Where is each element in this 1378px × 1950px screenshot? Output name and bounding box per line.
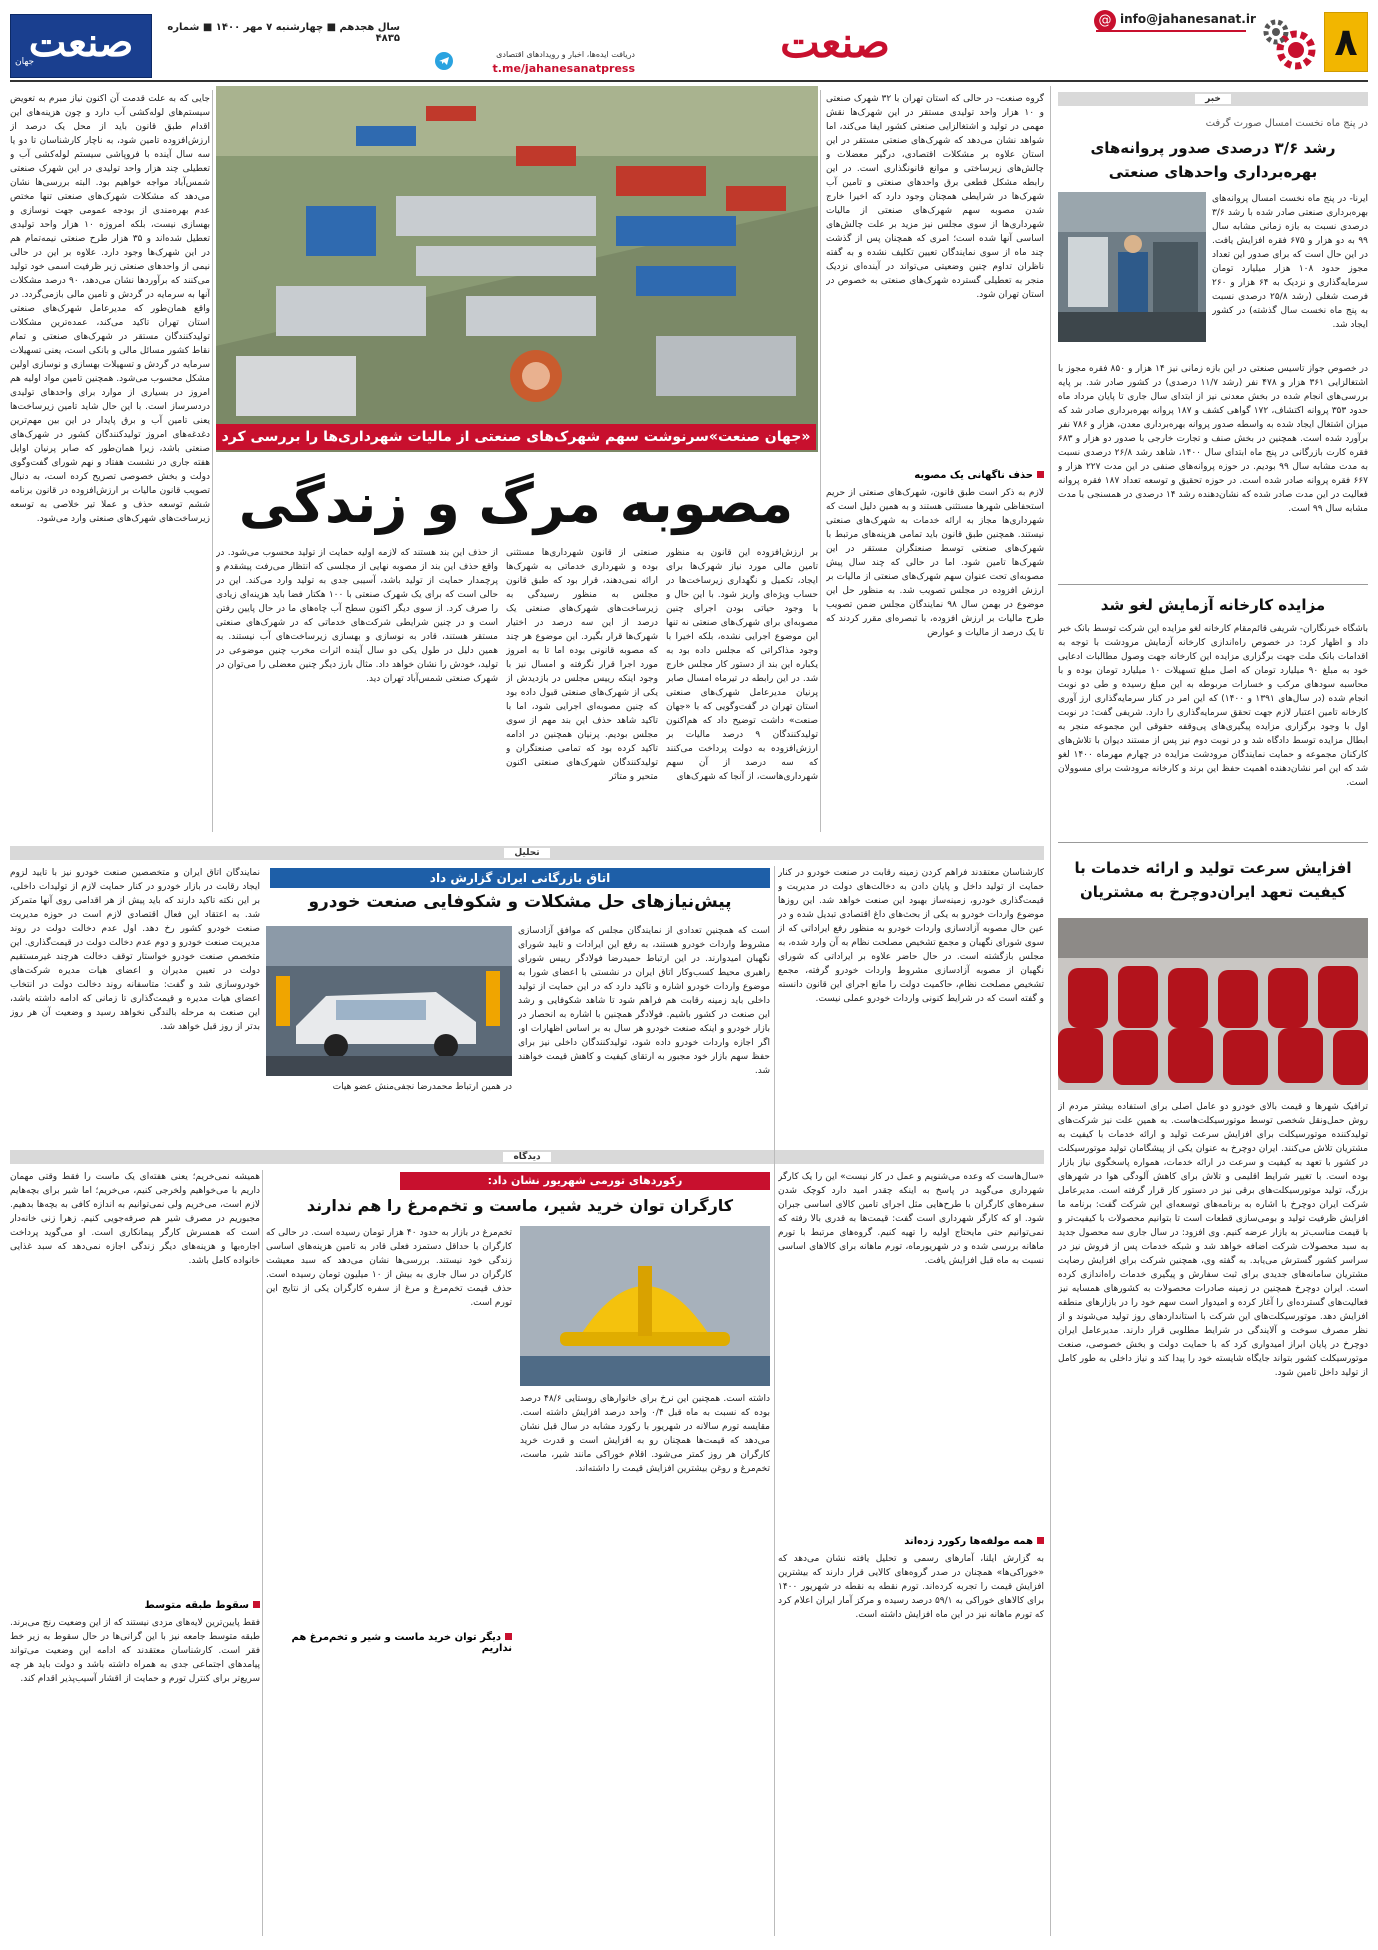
worker-helmet-photo	[520, 1226, 770, 1386]
viewpoint-banner: رکوردهای تورمی شهریور نشان داد:	[400, 1172, 770, 1190]
sidebar-story1-headline: رشد ۳/۶ درصدی صدور پروانه‌های بهره‌برداری واحدهای صنعتی	[1090, 139, 1336, 181]
main-col1: گروه صنعت- در حالی که استان تهران با ۳۲ شهرک صنعتی و ۱۰ هزار واحد تولیدی مستقر در این شهرک‌ها نقش مهمی در تولید و اشتغالزایی صنعتی کشور ایفا می‌کند، اما شواهد نشان می‌دهد که شهرک‌های صنعتی مستقر در این استان علاوه بر مشکلات اقتصادی، درگیر معضلات و چالش‌های زیرساختی و موانع قانونگذاری است. در این رابطه مشکل قطعی برق واحدهای صنعتی و تامین آب شهرک‌ها در شرایطی همچنان وجود دارد که اخیرا خارج شدن مصوبه سهم شهرک‌های صنعتی از مالیات شهرداری‌ها از سوی مجلس نیز مزید بر علت چالش‌های اساسی آنها شده است؛ امری که همچنان پس از گذشت چند ماه از سوی نمایندگان تعیین تکلیف نشده و به گفته ناظران تداوم چنین وضعیتی می‌تواند در آینده‌ای نزدیک منجر به تعطیلی گسترده شهرک‌های صنعتی به خصوص در استان تهران شود.	[826, 94, 1044, 300]
main-headline: مصوبه مرگ و زندگی	[238, 472, 794, 535]
main-col5: جایی که به علت قدمت آن اکنون نیاز مبرم به تعویض سیستم‌های لوله‌کشی آب دارد و چون هزینه‌های این اقدام طبق قانون باید از محل یک درصد از ارزش‌افزوده تامین شود، به ناچار کارشناسان تا دو یا سه سال آینده با فروپاشی سیستم لوله‌کشی آب و تعطیلی چند هزار واحد تولیدی در این شهرک صنعتی شمس‌آباد مواجه خواهیم بود. البته بررسی‌ها نشان می‌دهد که مشکلات شهرک‌های صنعتی تنها مختص عدم بهره‌مندی از بودجه عمومی جهت نوسازی و بهسازی نیست، بلکه امروزه ۱۰ هزار واحد تولیدی تعطیل شده‌اند و ۳۵ هزار طرح صنعتی نیمه‌تمام هم در این شهرک‌ها وجود دارد. علاوه بر این در حالی نیمی از واحدهای صنعتی زیر ظرفیت اسمی خود تولید می‌کنند که برآوردها نشان می‌دهد، ۹۰ درصد مشکلات آنها به سرمایه در گردش و تامین مالی بازمی‌گردد. در واقع همان‌طور که مدیرعامل شهرک‌های صنعتی استان تهران تاکید می‌کند، عمده‌ترین مشکلات تولیدکنندگان مستقر در شهرک‌های صنعتی و تمام نقاط کشور مسائل مالی و بانکی است، یعنی تسهیلات سرمایه در گردش و تسهیلات بهسازی و نوسازی اولین مشکل محسوب می‌شود. همچنین تامین مواد اولیه هم امروز در بسیاری از موارد برای واحدهای تولیدی دردسرساز است. با این حال شاید تامین زیرساخت‌ها یعنی تامین آب و برق پایدار در این بین مهم‌ترین دغدغه‌های امروز تولیدکنندگان کشور در شهرک‌های صنعتی باشد، زیرا همان‌طور که صابر پرنیان اوایل هفته جاری در نشست هفتاد و نهم شورای گفت‌وگوی دولت و بخش خصوصی تصریح کرده است، به دنبال تصویب قانون مالیات بر ارزش‌افزوده در قانون برنامه ششم توسعه حذف و عملا تیر خلاصی به توسعه زیرساخت‌های شهرک‌های صنعتی وارد می‌شود.	[10, 94, 210, 524]
sidebar-story2-body: باشگاه خبرنگاران- شریفی قائم‌مقام کارخانه لغو مزایده این شرکت توسط بانک خبر داد و اظهار کرد: در خصوص راه‌اندازی کارخانه آزمایش مرودشت با توجه به اقدامات بانک ملت جهت برگزاری مزایده این کارخانه جهت وصول مطالبات ادعایی خود به مبلغ ۹۰ میلیارد تومان که اصل مبلغ تسهیلات ۱۰ میلیارد تومان بوده و با محاسبه سودهای مرکب و خسارات مربوطه به این مبلغ رسیده و طی دو نوبت انجام شده (در سال‌های ۱۳۹۱ و ۱۴۰۰) که این امر در کنار سرمایه‌گذاری ارز آوری کارخانه تامین اعتبار لازم جهت تحقق سرمایه‌گذاری را دارد. شریفی گفت: در نوبت اول با وجود برگزاری مزایده پیگیری‌های پی‌وقفه حقوقی این مجموعه منجر به ابطال مزایده توسط دادگاه شد و در نوبت دوم نیز پس از مستند دیوان با تلاش‌های کارکنان مجموعه و حمایت نمایندگان مرودشت مزایده در چهارم مهرماه ۱۴۰۰ لغو شد که این امر نشان‌دهنده اهمیت حفظ این برند و کارخانه مرودشت برای مسوولان است.	[1058, 624, 1368, 788]
viewpoint-col4b: فقط پایین‌ترین لایه‌های مزدی نیستند که از این وضعیت رنج می‌برند. طبقه متوسط جامعه نیز با این گرانی‌ها در حال سقوط به زیر خط فقر است. کارشناسان معتقدند که ادامه این وضعیت می‌تواند پیامدهای اجتماعی جدی به همراه داشته باشد و دولت باید هر چه سریع‌تر برای کنترل تورم و حمایت از اقشار آسیب‌پذیر اقدام کند.	[10, 1618, 260, 1684]
email-icon: @	[1094, 10, 1116, 32]
sidebar-story1-body1: ایرنا- در پنج ماه نخست امسال پروانه‌های بهره‌برداری صنعتی صادر شده با رشد ۳/۶ درصدی نسبت به بازه زمانی مشابه سال ۹۹ به دو هزار و ۶۷۵ فقره افزایش یافت. در این حال است که برای صدور این تعداد مجوز حدود ۱۰۸ هزار میلیارد تومان سرمایه‌گذاری و نزدیک به ۶۴ هزار و ۲۶۰ فرصت شغلی (رشد ۲۵/۸ درصدی نسبت به پنج ماه نخست سال گذشته) در کشور ایجاد شد.	[1212, 194, 1368, 330]
header	[0, 0, 1378, 80]
section-title: صنعت	[780, 18, 890, 67]
main-divider-1	[212, 90, 213, 832]
viewpoint-col4: همیشه نمی‌خریم؛ یعنی هفته‌ای یک ماست را فقط وقتی مهمان داریم با می‌خواهیم ولخرجی کنیم، می‌خریم؛ اما شیر برای بچه‌هایم لازم است، می‌خریم ولی نمی‌توانیم به اندازه کافی به بچه‌ها بدهیم. مجبوریم در مصرف شیر هم صرفه‌جویی کنیم. زهرا زنی خانه‌دار است که همسرش کارگر پیمانکاری است. او می‌گوید پرداخت اجاره‌بها و هزینه‌های دیگر زندگی اجازه نمی‌دهد که سبد غذایی خانواده کامل باشد.	[10, 1172, 260, 1266]
analysis-col2: است که همچنین تعدادی از نمایندگان مجلس که موافق آزادسازی مشروط واردات خودرو هستند، به رفع این ایرادات و تایید شورای نگهبان امیدوارند. در این ارتباط حمیدرضا فولادگر رییس شورای راهبری محیط کسب‌وکار اتاق ایران در نشستی با اعضای شورا به موضوع واردات خودرو اشاره و تاکید دارد که در این حمایت از تولید داخلی باید زمینه رقابت هم فراهم شود تا شاهد شکوفایی و رشد این صنعت در کشور باشیم. فولادگر همچنین با اشاره به انحصار در بازار خودرو و اینکه صنعت خودرو هر سال به بر اساس اظهارات او، اگر اجازه واردات خودرو داده شود، تولیدکنندگان داخلی نیز برای حفظ سهم بازار خود مجبور به ارتقای کیفیت و کاهش قیمت خواهند شد.	[518, 926, 770, 1076]
main-col2: بر ارزش‌افزوده این قانون به منظور تامین مالی مورد نیاز شهرک‌ها برای ایجاد، تکمیل و نگهداری زیرساخت‌ها در حساب ویژه‌ای واریز شود. با این حال و با وجود حیاتی بودن اجرای چنین مصوبه‌ای برای شهرک‌های صنعتی نه تنها این موضوع اجرایی نشده، بلکه اخیرا با وجود مذاکراتی که مجلس داده بود به یکباره این بند از دستور کار مجلس خارج شد. در این رابطه در تیرماه امسال صابر پرنیان مدیرعامل شهرک‌های صنعتی استان تهران در گفت‌وگویی که با «جهان صنعت» داشت توضیح داد که هم‌اکنون تولیدکنندگان ۹ درصد مالیات بر ارزش‌افزوده به دولت پرداخت می‌کنند که سه درصد از آن سهم شهرداری‌هاست، از آنجا که شهرک‌های	[666, 548, 818, 782]
sidebar-rule-1	[1058, 584, 1368, 585]
viewpoint-label: دیدگاه	[10, 1150, 1044, 1164]
main-kicker: «جهان صنعت»سرنوشت سهم شهرک‌های صنعتی از مالیات شهرداری‌ها را بررسی کرد	[216, 424, 816, 450]
email-link[interactable]: info@jahanesanat.ir	[1120, 12, 1256, 26]
motorcycles-photo	[1058, 918, 1368, 1090]
logo-small: جهان	[15, 57, 35, 67]
main-col1b: لازم به ذکر است طبق قانون، شهرک‌های صنعتی از حریم استحفاظی شهرها مستثنی هستند و به همین دلیل است که شهرداری‌ها مجاز به ارائه خدمات به شهرک‌های صنعتی نیستند. همچنین طبق قانون باید تمامی هزینه‌های مرتبط با شهرک‌های صنعتی توسط صنعتگران مستقر در این شهرک‌ها تامین شود. اما در حالی که چند سال پیش مصوبه‌ای تحت عنوان سهم شهرک‌های صنعتی از مالیات بر ارزش افزوده در مجلس تصویب شد. به منظور حل این موضوع در بهمن سال ۹۸ نمایندگان مجلس ضمن تصویب طرح مالیات بر ارزش افزوده، با تبصره‌ای مقرر کردند که تا یک درصد از مالیات و عوارض	[826, 488, 1044, 638]
analysis-col3: نمایندگان اتاق ایران و متخصصین صنعت خودرو نیز با تایید لزوم ایجاد رقابت در بازار خودرو در کنار حمایت لازم از تولیدات داخلی، بر این نکته تاکید دارند که باید پیش از هر اقدامی روی آنها متمرکز شد. به اعتقاد این فعال اقتصادی لازم است در حوزه مدیریت صنعت خودرو کشور رخ دهد. اول عدم دخالت دولت در روند مدیریت صنعت خودرو و دوم عدم دخالت دولت در قیمت‌گذاری. این متخصص صنعت خودرو خواستار توقف دخالت هرچند غیرمستقیم دولت در تعیین مدیران و اعضای هیات مدیره شرکت‌های خودروسازی شد و گفت: متاسفانه روند دخالت دولت در انتخاب اعضای هیات مدیره و قیمت‌گذاری تا زمانی که ادامه داشته باشد، این صنعت به مرحله بالندگی نخواهد رسید و وضعیت آن هر روز بدتر از روز قبل خواهد شد.	[10, 868, 260, 1032]
analysis-label: تحلیل	[10, 846, 1044, 860]
logo-text: صنعت	[28, 19, 134, 66]
main-divider-2	[820, 90, 821, 832]
viewpoint-col1: «سال‌هاست که وعده می‌شنویم و عمل در کار نیست» این را یک کارگر شهرداری می‌گوید در پاسخ به اینکه چقدر امید دارد کوچک شدن سفره‌های کارگران با طرح‌هایی مثل اجرای تامین کالای اساسی جبران شود. او که کارگر شهرداری است گفت: قیمت‌ها به قدری بالا رفته که نمی‌توانیم حتی مایحتاج اولیه را تهیه کنیم. گروه‌های مرتبط با تورم ماهانه بررسی شده و در شهریورماه، تورم ماهانه برای کالاهای اساسی نسبت به ماه قبل افزایش یافت.	[778, 1172, 1044, 1266]
sidebar-story2-headline: مزایده کارخانه آزمایش لغو شد	[1100, 596, 1326, 614]
viewpoint-headline: کارگران توان خرید شیر، ماست و تخم‌مرغ را هم ندارند	[306, 1196, 734, 1215]
analysis-headline: پیش‌نیازهای حل مشکلات و شکوفایی صنعت خودرو	[308, 892, 732, 912]
main-col3: صنعتی از قانون شهرداری‌ها مستثنی بوده و شهرداری خدماتی به شهرک‌ها ارائه نمی‌دهند، قرار بود که طبق قانون مجلس به منظور رسیدگی به زیرساخت‌های شهرک‌های صنعتی یک درصد از این سه درصد در اختیار شهرک‌ها قرار بگیرد. این موضوع هر چند که مصوبه قانونی بوده اما تا به امروز مورد اجرا قرار نگرفته و امسال نیز با وجود اینکه رییس مجلس در بازدیدش از یکی از شهرک‌های صنعتی قبول داده بود که چنین مصوبه‌ای اجرایی شود، اما با تاکید شاهد حذف این بند مهم از سوی مجلس بودیم. پرنیان همچنین در ادامه تاکید کرده بود که تمامی صنعتگران و تولیدکنندگان شهرک‌های صنعتی اکنون متحیر و متاثر	[506, 548, 658, 782]
viewpoint-col3-subhead: دیگر توان خرید ماست و شیر و تخم‌مرغ هم نداریم	[291, 1632, 512, 1654]
header-rule	[10, 80, 1368, 82]
viewpoint-col1b: به گزارش ایلنا، آمارهای رسمی و تحلیل یافته نشان می‌دهد که «خوراکی‌ها» همچنان در صدر گروه‌های کالایی قرار دارند که بیشترین افزایش قیمت را تجربه کرده‌اند. تورم نقطه به نقطه در شهریور ۱۴۰۰ برای کالاهای خوراکی به ۵۹/۱ درصد رسیده و مرکز آمار ایران اعلام کرد که تورم ماهانه نیز در این ماه افزایش داشته است.	[778, 1554, 1044, 1620]
logo	[10, 14, 152, 78]
sidebar-tag: خبر	[1058, 92, 1368, 106]
lower-divider-1	[262, 1170, 263, 1936]
analysis-photo-caption: در همین ارتباط محمدرضا نجفی‌منش عضو هیات	[332, 1082, 512, 1092]
page-number-box	[1324, 12, 1368, 72]
analysis-banner: اتاق بازرگانی ایران گزارش داد	[270, 868, 770, 888]
workshop-photo	[1058, 192, 1206, 342]
telegram-link[interactable]: t.me/jahanesanatpress	[492, 62, 635, 75]
page-number: ۸	[1334, 20, 1358, 64]
sidebar-story1-body2: در خصوص جواز تاسیس صنعتی در این بازه زمانی نیز ۱۴ هزار و ۸۵۰ فقره مجوز با اشتغالزایی ۳۶۱ هزار و ۴۷۸ نفر (رشد ۱۱/۷ درصدی) در کشور صادر شد. بر پایه بررسی‌های انجام شده در بخش معدنی نیز از ابتدای سال جاری تا پایان مرداد ماه حدود ۳۵۳ پروانه اکتشاف، ۱۷۲ گواهی کشف و ۱۸۷ پروانه بهره‌برداری صادر شد که میزان اشتغال ایجاد شده به واسطه صدور پروانه بهره‌برداری معدن، هزار و ۷۸۶ نفر برآورد شده است. همچنین در بخش صنف و تجارت خارجی با صدور دو هزار و ۶۸۳ فقره کارت بازرگانی در پنج ماه ابتدای سال ۱۴۰۰، شاهد رشد ۲۶/۸ درصدی نسبت به مدت مشابه سال ۹۹ بودیم. در حوزه پروانه‌های صنفی در این مدت ۲۲۷ هزار و ۶۶۷ فقره پروانه صادر شده است. در حوزه تحقیق و توسعه تعداد ۱۸۷ فقره پروانه فعالیت در این مدت صادر شده که نشان‌دهنده رشد ۱۴ درصدی در همسنجی با مدت مشابه سال ۹۹ است.	[1058, 364, 1368, 514]
sidebar-rule-2	[1058, 842, 1368, 843]
gear-icon	[1260, 14, 1320, 74]
sidebar-story3-body: ترافیک شهرها و قیمت بالای خودرو دو عامل اصلی برای استفاده بیشتر مردم از روش حمل‌ونقل شخصی توسط موتورسیکلت‌هاست. به همین علت نیز شرکت‌های تولیدکننده موتورسیکلت برای افزایش سرعت تولید و ارائه خدمات با کیفیت به مشتریان تلاش می‌کنند. ایران دوچرخ به عنوان یکی از پیشگامان تولید موتورسیکلت در کشور با تعهد به کیفیت و سرعت در ارائه خدمات، همواره پاسخگوی نیاز بازار بوده است. با تغییر شرایط اقلیمی و تلاش برای کاهش آلودگی هوا در شهرهای بزرگ، تولید موتورسیکلت‌های برقی نیز در دستور کار قرار گرفته است. مدیرعامل شرکت ایران دوچرخ با اشاره به برنامه‌های توسعه‌ای این شرکت گفت: برنامه ما افزایش ظرفیت تولید و بومی‌سازی قطعات است تا بتوانیم محصولات با کیفیت‌تر و با قیمت مناسب‌تر به بازار عرضه کنیم. وی افزود: در سال جاری سه محصول جدید به سبد محصولات شرکت اضافه خواهد شد و شبکه خدمات پس از فروش نیز در سراسر کشور گسترش می‌یابد. به گفته وی، همچنین شرکت برای افزایش رضایت مشتریان سامانه‌های جدیدی برای ثبت سفارش و پیگیری خدمات راه‌اندازی کرده است. ایران دوچرخ همچنین در زمینه صادرات محصولات به کشورهای همسایه نیز فعالیت‌های گسترده‌ای را آغاز کرده و امیدوار است سهم خود را در بازارهای منطقه افزایش دهد. موتورسیکلت‌های این شرکت با استانداردهای روز تولید می‌شوند و از نظر مصرف سوخت و آلایندگی در شرایط مطلوبی قرار دارند. مدیرعامل ایران دوچرخ در پایان ابراز امیدواری کرد که با حمایت دولت و بخش خصوصی، صنعت موتورسیکلت کشور بتواند جایگاه شایسته خود را پیدا کند و نیاز داخلی به طور کامل از تولید داخل تامین شود.	[1058, 1102, 1368, 1378]
analysis-col1: کارشناسان معتقدند فراهم کردن زمینه رقابت در صنعت خودرو در کنار حمایت از تولید داخل و پایان دادن به دخالت‌های دولت در مدیریت و قیمت‌گذاری خودرو، زمینه‌ساز بهبود این صنعت خواهد شد. این روزها موضوع واردات خودرو به یکی از بحث‌های داغ اقتصادی تبدیل شده و در عین حال مصوبه آزادسازی واردات خودرو به منظور رفع ایراداتی که از سوی شورای نگهبان و مجمع تشخیص مصلحت نظام به آن وارد شده، به مجلس بازگشته است. در حال حاضر علاوه بر ایراداتی که شورای نگهبان از مصوبه آزادسازی مشروط واردات خودرو گرفته، مجمع تشخیص مصلحت نظام، حاکمیت دولت را مانع اجرای این قانون دانسته و گفته است که در شرایط کنونی واردات خودرو عملی نیست.	[778, 868, 1044, 1004]
main-col1-subhead: حذف ناگهانی یک مصوبه	[826, 466, 1044, 483]
sidebar-story3-headline: افزایش سرعت تولید و ارائه خدمات با کیفیت تعهد ایران‌دوچرخ به مشتریان	[1074, 859, 1352, 901]
email-underline	[1096, 30, 1246, 32]
viewpoint-col3: تخم‌مرغ در بازار به حدود ۴۰ هزار تومان رسیده است. در حالی که کارگران با حداقل دستمزد فعلی قادر به تامین هزینه‌های اساسی زندگی خود نیستند. بررسی‌ها نشان می‌دهد که سبد معیشت کارگران در سال جاری به بیش از ۱۰ میلیون تومان رسیده است. حذف قیمت تخم‌مرغ و مرغ از سفره کارگران یکی از نتایج این تورم است.	[266, 1228, 512, 1308]
telegram-icon	[435, 52, 453, 70]
issue-info: سال هجدهم ■ چهارشنبه ۷ مهر ۱۴۰۰ ■ شماره ۴۸۳۵	[167, 22, 400, 44]
viewpoint-col2: داشته است. همچنین این نرخ برای خانوارهای روستایی ۴۸/۶ درصد بوده که نسبت به ماه قبل ۰/۴ واحد درصد افزایش داشته است. مقایسه تورم سالانه در شهریور با رکورد مشابه در سال قبل نشان می‌دهد که قیمت‌ها همچنان رو به افزایش است و قدرت خرید کارگران هر روز کمتر می‌شود. اقلام خوراکی مانند شیر، ماست، تخم‌مرغ و روغن بیشترین افزایش قیمت را داشته‌اند.	[520, 1394, 770, 1474]
viewpoint-col4-subhead: سقوط طبقه متوسط	[10, 1596, 260, 1613]
telegram-line1: دریافت ایده‌ها، اخبار و رویدادهای اقتصادی	[496, 50, 635, 59]
sidebar-story1-kicker: در پنج ماه نخست امسال صورت گرفت	[1205, 118, 1368, 129]
sidebar-divider	[1050, 86, 1051, 1936]
industrial-park-photo	[216, 86, 818, 452]
main-col4: از حذف این بند هستند که لازمه اولیه حمایت از تولید محسوب می‌شود. در واقع حذف این بند از مصوبه نهایی از مجلسی که انتظار می‌رفت پیشقدم و پرچمدار حمایت از تولید باشد، آسیبی جدی به تولید وارد می‌کند. این در حالی است که برای یک شهرک صنعتی با ۱۰۰ هکتار فضا باید هزینه‌ای زیادی را صرف کرد. از سوی دیگر اکنون سطح آب چاه‌های ما در حال پایین رفتن است و در چنین شرایطی شرکت‌های خدماتی که در شهرک‌های صنعتی مستقر هستند، قادر به نوسازی و بهسازی زیرساخت‌های آب نیستند. به همین دلیل در طول یکی دو سال آینده اثرات مخرب چنین موضوعی در تولید، خودش را نشان خواهد داد. مثال بارز دیگر چنین معضلی را می‌توان در شهرک صنعتی شمس‌آباد تهران دید.	[216, 548, 498, 684]
car-factory-photo	[266, 926, 512, 1076]
lower-divider-2	[774, 866, 775, 1936]
viewpoint-col1-subhead: همه مولفه‌ها رکورد زده‌اند	[778, 1532, 1044, 1549]
